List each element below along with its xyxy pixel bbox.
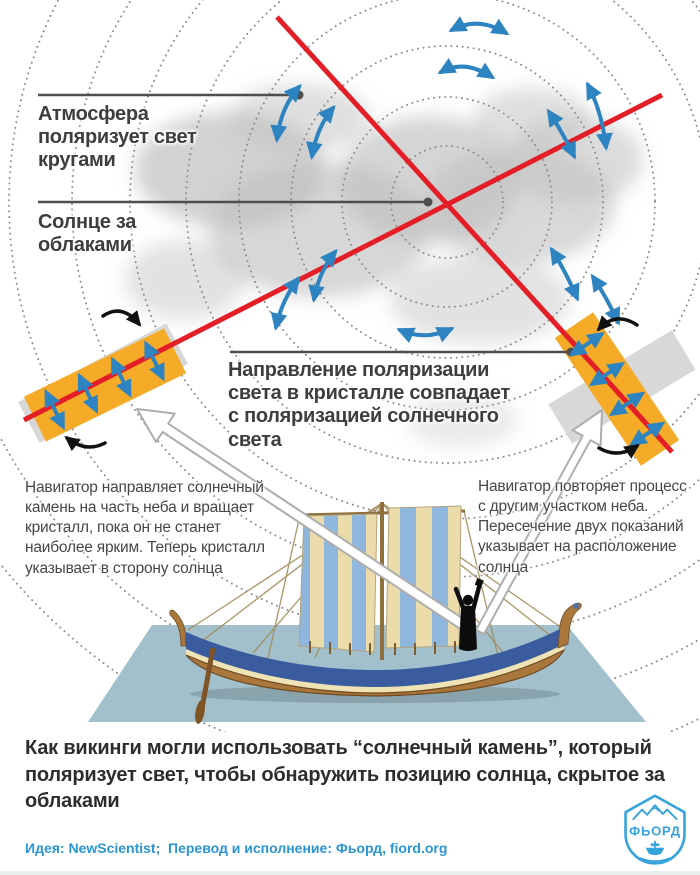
footer-credits: Идея: NewScientist; Перевод и исполнение: Фьорд, fiord.org (25, 840, 448, 856)
label-crystal-polarization: Направление поляризации света в кристалле совпадает с поляризацией солнечного света (228, 359, 510, 451)
caption: Как викинги могли использовать “солнечный камень”, который поляризует свет, чтобы обнаружить позицию солнца, скрытое за облаками (25, 737, 665, 813)
mast (380, 502, 384, 660)
viking-ship-icon (640, 841, 669, 861)
label-atmosphere: Атмосфера поляризует свет кругами (38, 103, 197, 172)
note-navigator-left: Навигатор направляет солнечный камень на часть неба и вращает кристалл, пока он не станет наиболее ярким. Теперь кристалл указывает в сторону солнца (25, 479, 265, 577)
label-sun: Солнце за облаками (38, 211, 137, 257)
note-navigator-right: Навигатор повторяет процесс с другим участком неба. Пересечение двух показаний указывает на расположение солнца (478, 478, 687, 576)
bottom-strip (0, 871, 700, 875)
logo-text: ФЬОРД (629, 823, 681, 839)
fjord-logo (616, 792, 694, 874)
